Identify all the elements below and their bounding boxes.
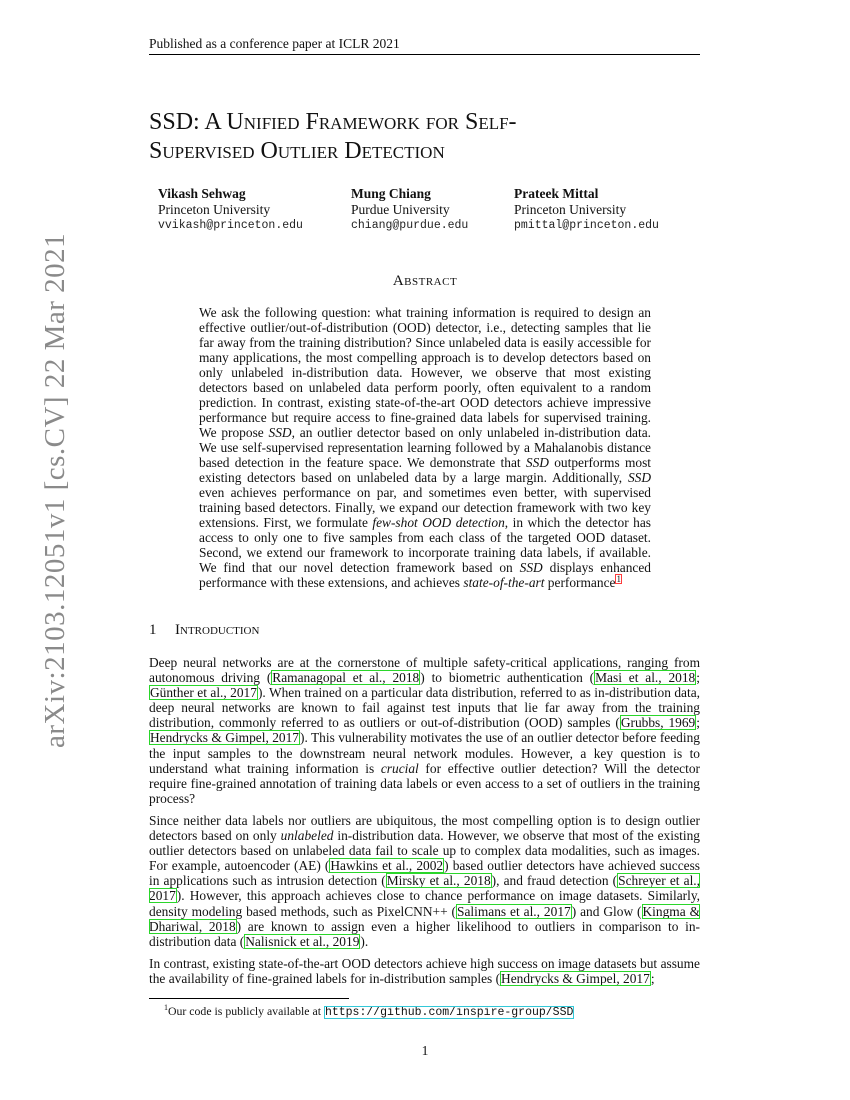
- citation-link[interactable]: Grubbs, 1969: [620, 715, 696, 731]
- citation-link[interactable]: Kingma & Dhariwal, 2018: [149, 903, 700, 934]
- author-name: Vikash Sehwag: [158, 186, 246, 201]
- author-affiliation: Purdue University: [351, 202, 450, 217]
- citation-link[interactable]: Hendrycks & Gimpel, 2017: [501, 970, 650, 986]
- abstract-text: We ask the following question: what training information is required to design an effective outlier/out-of-distribution (OOD) detector, i.e., detecting samples that lie far away from the training distribution? Since unlabeled data is easily accessible for many applications, the most compelling approach is to develop detectors based on only unlabeled in-distribution data. However, we observe that most existing detectors based on unlabeled data perform poorly, often equivalent to a random prediction. In contrast, existing state-of-the-art OOD detectors achieve impressive performance but require access to fine-grained data labels for supervised training. We propose SSD, an outlier detector based on only unlabeled in-distribution data. We use self-supervised representation learning followed by a Mahalanobis distance based detection in the feature space. We demonstrate that SSD outperforms most existing detectors based on unlabeled data by a large margin. Additionally, SSD even achieves performance on par, and sometimes even better, with supervised training based detectors. Finally, we expand our detection framework with two key extensions. First, we formulate few-shot OOD detection, in which the detector has access to only one to five samples from each class of the targeted OOD dataset. Second, we extend our framework to incorporate training data labels, if available. We find that our novel detection framework based on SSD displays enhanced performance with these extensions, and achieves state-of-the-art performance$^1$: [199, 305, 652, 590]
- author-affiliation: Princeton University: [158, 202, 271, 217]
- section-heading: [149, 622, 259, 639]
- citation-link[interactable]: Hawkins et al., 2002: [330, 858, 444, 874]
- running-header: Published as a conference paper at ICLR 2021: [149, 36, 400, 51]
- paragraph: In contrast, existing state-of-the-art OOD detectors achieve high success on image datasets but assume the availability of fine-grained labels for in-distribution samples (Hendrycks & Gimpel, 2017;: [149, 955, 700, 986]
- citation-link[interactable]: Masi et al., 2018: [595, 670, 696, 686]
- paper-title: SSD: A Unified Framework for Self- Supervised Outlier Detection: [149, 109, 517, 164]
- paragraph: Since neither data labels nor outliers are ubiquitous, the most compelling option is to design outlier detectors based on only unlabeled in-distribution data. However, we observe that most of the existing outlier detectors based on unlabeled data fail to scale up to complex data modalities, such as images. For example, autoencoder (AE) (Hawkins et al., 2002) based outlier detectors have achieved success in applications such as intrusion detection (Mirsky et al., 2018), and fraud detection (Schreyer et al., 2017). However, this approach achieves close to chance performance on image datasets. Similarly, density modeling based methods, such as PixelCNN++ (Salimans et al., 2017) and Glow (Kingma & Dhariwal, 2018) are known to assign even a higher likelihood to outliers in comparison to in-distribution data (Nalisnick et al., 2019).: [149, 812, 701, 949]
- intro-body: [149, 655, 700, 993]
- citation-link[interactable]: Hendrycks & Gimpel, 2017: [150, 730, 299, 746]
- author-name: Mung Chiang: [351, 186, 431, 201]
- author-email[interactable]: vvikash@princeton.edu: [158, 219, 303, 232]
- header-rule: [149, 54, 700, 55]
- abstract-heading: Abstract: [392, 273, 458, 289]
- author-email[interactable]: chiang@purdue.edu: [351, 219, 469, 232]
- arxiv-stamp: arXiv:2103.12051v1 [cs.CV] 22 Mar 2021: [39, 232, 71, 748]
- author-email[interactable]: pmittal@princeton.edu: [514, 219, 659, 232]
- author-2: [351, 186, 468, 234]
- author-3: [514, 186, 659, 234]
- citation-link[interactable]: Ramanagopal et al., 2018: [272, 670, 420, 686]
- section-title: Introduction: [175, 622, 260, 638]
- footnote-ref-link[interactable]: 1: [616, 573, 621, 584]
- footnote-rule: [149, 998, 349, 999]
- citation-link[interactable]: Günther et al., 2017: [150, 685, 257, 701]
- author-1: [158, 186, 303, 234]
- code-url-link[interactable]: https://github.com/inspire-group/SSD: [324, 1005, 574, 1019]
- citation-link[interactable]: Salimans et al., 2017: [457, 903, 571, 919]
- citation-link[interactable]: Nalisnick et al., 2019: [245, 933, 360, 949]
- citation-link[interactable]: Mirsky et al., 2018: [386, 873, 491, 889]
- paragraph: Deep neural networks are at the cornerstone of multiple safety-critical applications, ranging from autonomous driving (Ramanagopal et al., 2018) to biometric authentication (Masi et al., 2018; Günther et al., 2017). When trained on a particular data distribution, referred to as in-distribution data, deep neural networks are known to fail against test inputs that lie far away from the training distribution, commonly referred to as outliers or out-of-distribution (OOD) samples (Grubbs, 1969; Hendrycks & Gimpel, 2017). This vulnerability motivates the use of an outlier detector before feeding the input samples to the downstream neural network modules. However, a key question is to understand what training information is crucial for effective outlier detection? Will the detector require fine-grained annotation of training data labels or even access to a set of outliers in the training process?: [149, 655, 701, 806]
- author-name: Prateek Mittal: [514, 186, 599, 201]
- footnote: $^1$Our code is publicly available at https://github.com/inspire-group/SSD: [164, 1003, 574, 1019]
- citation-link[interactable]: Schreyer et al., 2017: [149, 873, 700, 904]
- page-number: 1: [421, 1043, 429, 1058]
- section-number: 1: [149, 622, 157, 638]
- author-affiliation: Princeton University: [514, 202, 627, 217]
